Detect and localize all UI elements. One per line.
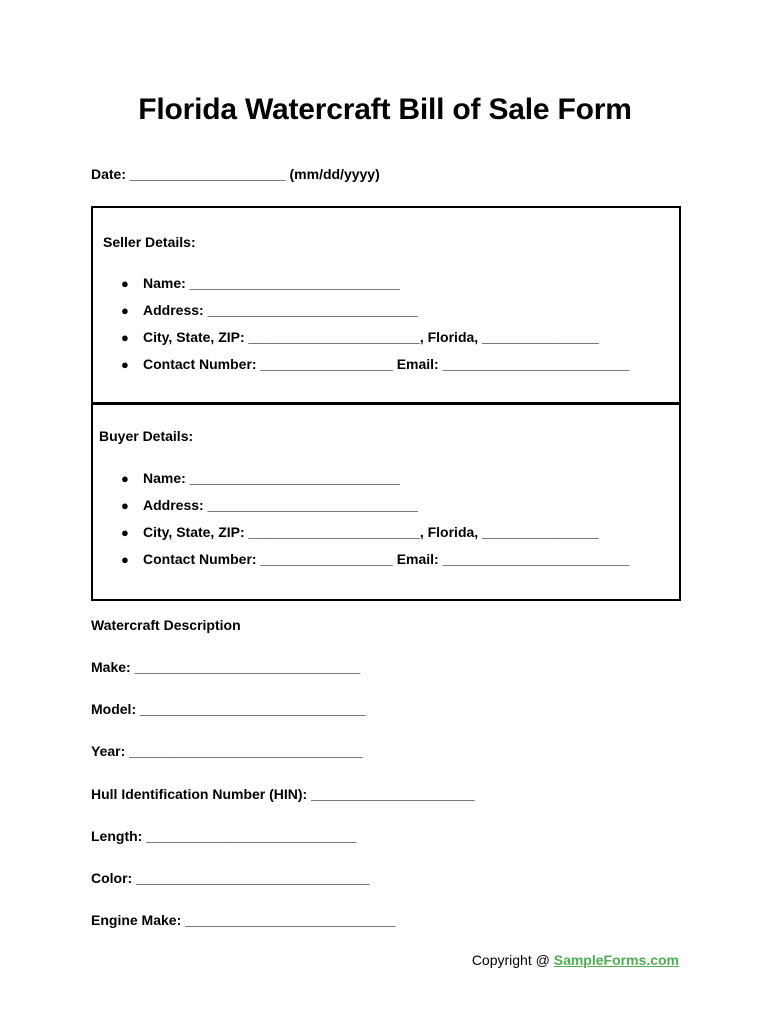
buyer-name-text: Name: ___________________________ xyxy=(143,470,400,486)
buyer-contact-field[interactable] xyxy=(121,551,629,567)
buyer-details-box xyxy=(91,402,681,601)
sampleforms-link[interactable]: SampleForms.com xyxy=(553,952,679,968)
date-field[interactable]: Date: ____________________ (mm/dd/yyyy) xyxy=(91,166,380,182)
seller-name-field[interactable] xyxy=(121,275,400,291)
bullet-icon: ● xyxy=(121,303,129,318)
bullet-icon: ● xyxy=(121,552,129,567)
bullet-icon: ● xyxy=(121,330,129,345)
copyright-notice xyxy=(472,952,679,968)
bullet-icon: ● xyxy=(121,357,129,372)
watercraft-description-heading: Watercraft Description xyxy=(91,617,241,633)
seller-details-label: Seller Details: xyxy=(103,234,196,250)
seller-city-state-zip-text: City, State, ZIP: ______________________, Florida, _______________ xyxy=(143,329,599,345)
engine-make-field[interactable]: Engine Make: ___________________________ xyxy=(91,912,396,928)
buyer-contact-text: Contact Number: _________________ Email: ________________________ xyxy=(143,551,630,567)
seller-address-text: Address: ___________________________ xyxy=(143,302,418,318)
buyer-city-state-zip-field[interactable] xyxy=(121,524,599,540)
model-field[interactable]: Model: _____________________________ xyxy=(91,701,366,717)
buyer-details-label: Buyer Details: xyxy=(99,428,194,444)
copyright-prefix: Copyright @ xyxy=(471,952,554,968)
make-field[interactable]: Make: _____________________________ xyxy=(91,659,361,675)
seller-name-text: Name: ___________________________ xyxy=(143,275,400,291)
bullet-icon: ● xyxy=(121,525,129,540)
page-title: Florida Watercraft Bill of Sale Form xyxy=(138,93,632,126)
seller-contact-field[interactable] xyxy=(121,356,629,372)
buyer-city-state-zip-text: City, State, ZIP: ______________________, Florida, _______________ xyxy=(143,524,599,540)
hin-field[interactable]: Hull Identification Number (HIN): _____________________ xyxy=(91,786,475,802)
seller-city-state-zip-field[interactable] xyxy=(121,329,599,345)
bullet-icon: ● xyxy=(121,276,129,291)
buyer-address-text: Address: ___________________________ xyxy=(143,497,418,513)
bullet-icon: ● xyxy=(121,498,129,513)
buyer-address-field[interactable] xyxy=(121,497,418,513)
seller-contact-text: Contact Number: _________________ Email: ________________________ xyxy=(143,356,630,372)
color-field[interactable]: Color: ______________________________ xyxy=(91,870,370,886)
seller-details-box xyxy=(91,206,681,405)
buyer-name-field[interactable] xyxy=(121,470,400,486)
bullet-icon: ● xyxy=(121,471,129,486)
seller-address-field[interactable] xyxy=(121,302,418,318)
year-field[interactable]: Year: ______________________________ xyxy=(91,743,363,759)
length-field[interactable]: Length: ___________________________ xyxy=(91,828,357,844)
